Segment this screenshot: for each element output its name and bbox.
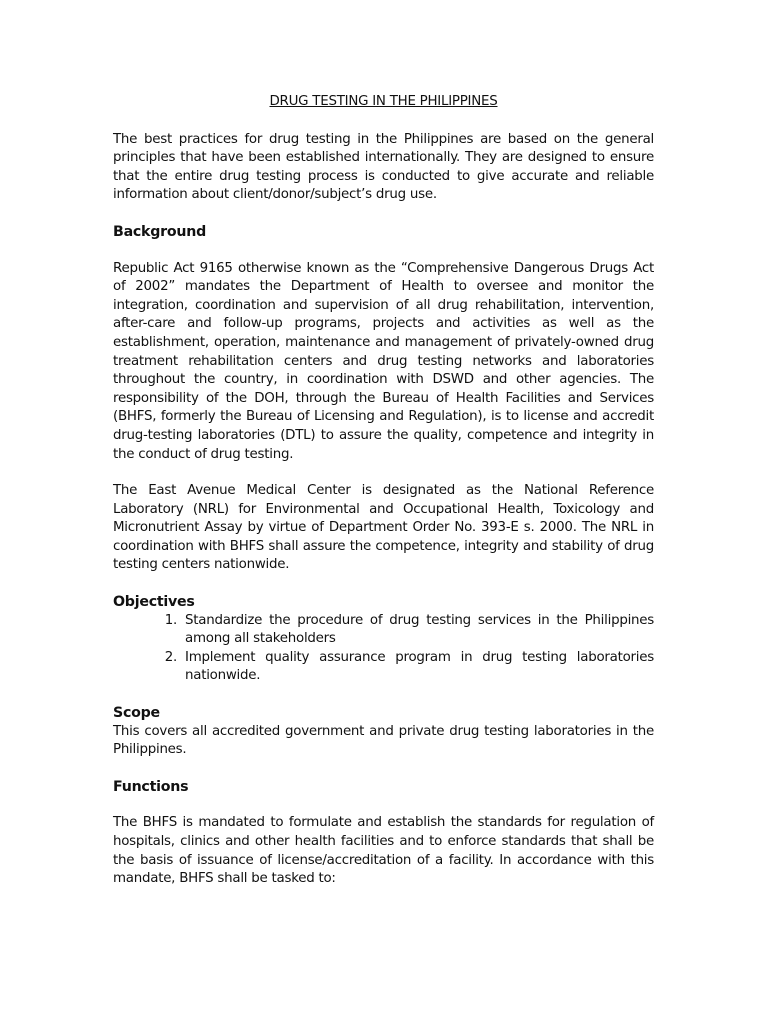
objectives-list [113,612,654,686]
background-paragraph-2: The East Avenue Medical Center is designated as the National Reference Laboratory (NRL) for Environmental and Occupational Health, Toxicology and Micronutrient Assay by virtue of Department Order No. 393-E s. 2000. The NRL in coordination with BHFS shall assure the competence, integrity and stability of drug testing centers nationwide. [113,483,654,573]
document-title: DRUG TESTING IN THE PHILIPPINES [269,94,498,109]
background-heading: Background [113,223,206,240]
list-item: 1. Standardize the procedure of drug testing services in the Philippines among all stakeholders [181,612,654,649]
objectives-heading: Objectives [113,594,195,611]
background-paragraph-1: Republic Act 9165 otherwise known as the “Comprehensive Dangerous Drugs Act of 2002” mandates the Department of Health to oversee and monitor the integration, coordination and supervision of all drug rehabilitation, intervention, after-care and follow-up programs, projects and activities as well as the establishment, operation, maintenance and management of privately-owned drug treatment rehabilitation centers and drug testing networks and laboratories throughout the country, in coordination with DSWD and other agencies. The responsibility of the DOH, through the Bureau of Health Facilities and Services (BHFS, formerly the Bureau of Licensing and Regulation), is to license and accredit drug-testing laboratories (DTL) to assure the quality, competence and integrity in the conduct of drug testing. [113,260,654,462]
functions-heading: Functions [113,778,189,795]
document-page [113,93,654,889]
list-item: 2. Implement quality assurance program in drug testing laboratories nationwide. [181,649,654,686]
scope-heading: Scope [113,705,160,722]
intro-paragraph: The best practices for drug testing in the Philippines are based on the general principles that have been established internationally. They are designed to ensure that the entire drug testing process is conducted to give accurate and reliable information about client/donor/subject’s drug use. [113,131,654,203]
functions-paragraph: The BHFS is mandated to formulate and establish the standards for regulation of hospitals, clinics and other health facilities and to enforce standards that shall be the basis of issuance of license/accreditation of a facility. In accordance with this mandate, BHFS shall be tasked to: [113,815,654,887]
scope-paragraph: This covers all accredited government and private drug testing laboratories in the Philippines. [113,723,654,758]
